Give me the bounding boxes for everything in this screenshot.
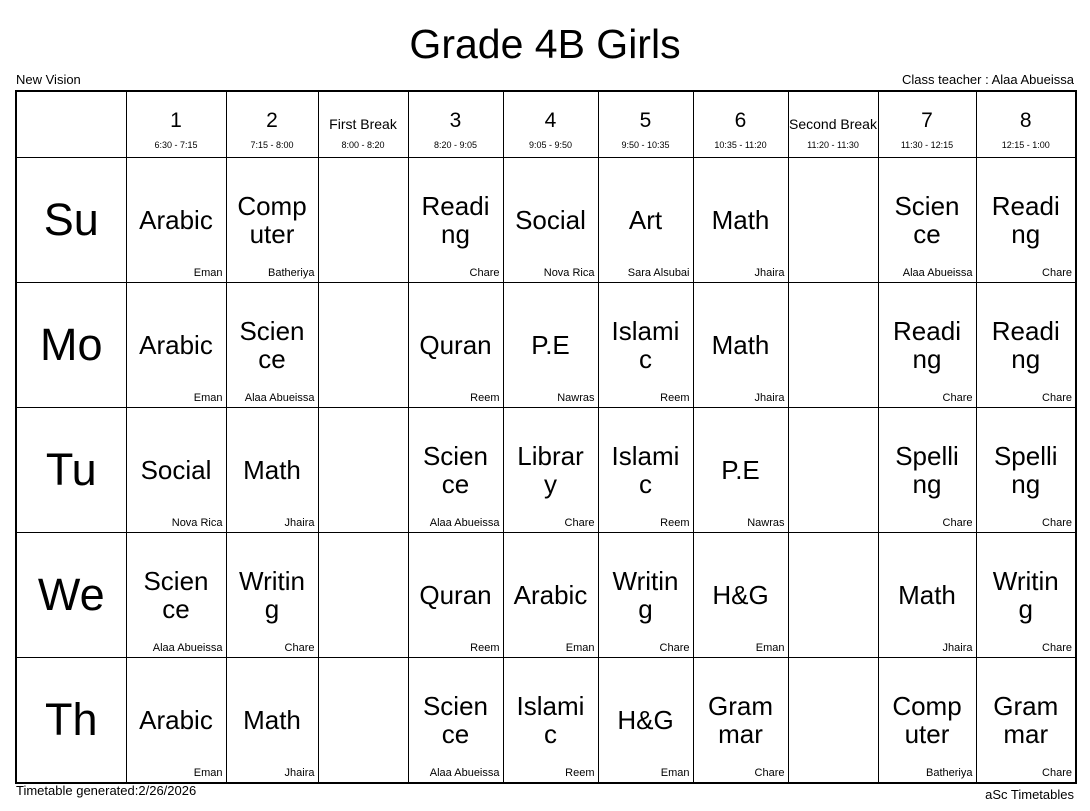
subject-name: Writing — [992, 566, 1059, 624]
subject-name: Math — [243, 455, 301, 485]
subject-name: Arabic — [139, 330, 213, 360]
period-time: 11:20 - 11:30 — [807, 140, 859, 150]
period-time: 10:35 - 11:20 — [714, 140, 767, 150]
timetable-head — [16, 91, 1076, 158]
day-label: Su — [16, 158, 126, 283]
lesson-cell — [503, 408, 598, 533]
lesson-cell — [976, 658, 1076, 783]
subject-name: Science — [422, 441, 489, 499]
lesson-cell — [976, 283, 1076, 408]
subject-name: Arabic — [139, 704, 213, 735]
header-row — [16, 91, 1076, 158]
subject-name: Math — [898, 580, 956, 610]
day-label: Th — [16, 658, 126, 783]
lesson-cell — [408, 408, 503, 533]
lesson-cell — [878, 283, 976, 408]
teacher-name: Eman — [193, 766, 223, 779]
teacher-name: Batheriya — [926, 766, 973, 779]
subject-name: Islamic — [611, 441, 680, 499]
teacher-name: Eman — [660, 766, 690, 779]
subject-name: Reading — [991, 191, 1060, 249]
teacher-name: Alaa Abueissa — [152, 642, 223, 654]
teacher-name: Jhaira — [284, 766, 315, 779]
lesson-cell — [126, 658, 226, 783]
period-header-3 — [408, 91, 503, 158]
subject-name: Science — [143, 566, 209, 624]
subject-name: Arabic — [513, 580, 588, 610]
period-header-8 — [976, 91, 1076, 158]
period-time: 11:30 - 12:15 — [900, 140, 954, 150]
lesson-cell — [226, 158, 318, 283]
day-label: We — [16, 533, 126, 658]
subject-name: Spelling — [993, 441, 1058, 499]
school-name: New Vision — [16, 72, 81, 87]
period-header-7 — [878, 91, 976, 158]
teacher-name: Nawras — [557, 392, 595, 404]
day-row-th — [16, 658, 1076, 783]
period-number: 7 — [921, 109, 933, 132]
period-header-4 — [503, 91, 598, 158]
subject-name: H&G — [617, 704, 674, 735]
teacher-name: Chare — [564, 517, 595, 529]
subject-name: Islamic — [611, 316, 680, 374]
subject-name: Library — [517, 441, 584, 499]
subject-name: Spelling — [895, 441, 959, 499]
lesson-cell — [878, 408, 976, 533]
subject-name: Reading — [893, 316, 961, 374]
period-header-5 — [598, 91, 693, 158]
day-label: Tu — [16, 408, 126, 533]
period-number: 1 — [170, 109, 182, 132]
teacher-name: Chare — [754, 766, 785, 779]
lesson-cell — [408, 658, 503, 783]
lesson-cell — [878, 158, 976, 283]
break-header-first-break — [318, 91, 408, 158]
lesson-cell — [598, 658, 693, 783]
period-time: 9:05 - 9:50 — [528, 140, 573, 150]
day-row-tu — [16, 408, 1076, 533]
teacher-name: Nawras — [747, 517, 785, 529]
lesson-cell — [976, 533, 1076, 658]
page-title: Grade 4B Girls — [409, 21, 681, 67]
lesson-cell — [693, 658, 788, 783]
teacher-name: Nova Rica — [543, 267, 595, 279]
subject-name: Arabic — [139, 205, 213, 235]
lesson-cell — [503, 658, 598, 783]
teacher-name: Chare — [284, 642, 315, 654]
lesson-cell — [126, 533, 226, 658]
break-cell — [788, 283, 878, 408]
subject-name: Quran — [419, 580, 492, 610]
class-teacher-note: Class teacher : Alaa Abueissa — [902, 72, 1074, 87]
period-time: 7:15 - 8:00 — [250, 140, 294, 150]
lesson-cell — [693, 158, 788, 283]
corner-cell — [16, 91, 126, 158]
subject-name: Math — [243, 704, 301, 735]
lesson-cell — [503, 283, 598, 408]
lesson-cell — [878, 658, 976, 783]
subject-name: Grammar — [708, 690, 773, 749]
teacher-name: Nova Rica — [171, 517, 223, 529]
teacher-name: Reem — [660, 392, 690, 404]
break-cell — [318, 158, 408, 283]
teacher-name: Chare — [659, 642, 690, 654]
lesson-cell — [408, 283, 503, 408]
teacher-name: Alaa Abueissa — [244, 392, 315, 404]
day-row-su — [16, 158, 1076, 283]
break-name: First Break — [329, 116, 397, 132]
teacher-name: Jhaira — [754, 392, 785, 404]
lesson-cell — [126, 283, 226, 408]
break-cell — [788, 658, 878, 783]
day-row-mo — [16, 283, 1076, 408]
day-row-we — [16, 533, 1076, 658]
break-cell — [788, 533, 878, 658]
subject-name: Science — [422, 690, 489, 749]
period-time: 6:30 - 7:15 — [154, 140, 198, 150]
period-time: 8:20 - 9:05 — [433, 140, 478, 150]
period-time: 12:15 - 1:00 — [1001, 140, 1050, 150]
teacher-name: Chare — [942, 392, 973, 404]
lesson-cell — [693, 283, 788, 408]
day-label: Mo — [16, 283, 126, 408]
subject-name: H&G — [712, 580, 769, 610]
teacher-name: Alaa Abueissa — [429, 766, 500, 779]
teacher-name: Chare — [1042, 517, 1072, 529]
lesson-cell — [226, 283, 318, 408]
lesson-cell — [226, 533, 318, 658]
lesson-cell — [503, 533, 598, 658]
subject-name: Writing — [612, 566, 679, 624]
teacher-name: Reem — [470, 642, 500, 654]
teacher-name: Batheriya — [268, 267, 315, 279]
teacher-name: Chare — [1042, 642, 1072, 654]
break-cell — [318, 533, 408, 658]
timetable-body — [16, 158, 1076, 783]
subject-name: Islamic — [516, 690, 585, 749]
break-name: Second Break — [789, 116, 877, 132]
subject-name: Social — [515, 205, 586, 235]
period-header-2 — [226, 91, 318, 158]
break-cell — [788, 408, 878, 533]
teacher-name: Chare — [942, 517, 973, 529]
teacher-name: Alaa Abueissa — [902, 267, 973, 279]
subject-name: Social — [140, 455, 212, 485]
teacher-name: Jhaira — [942, 642, 973, 654]
lesson-cell — [126, 158, 226, 283]
period-number: 6 — [734, 109, 747, 132]
lesson-cell — [226, 658, 318, 783]
break-cell — [318, 408, 408, 533]
lesson-cell — [598, 408, 693, 533]
subject-name: Computer — [237, 191, 307, 249]
teacher-name: Eman — [193, 392, 223, 404]
period-number: 3 — [449, 109, 462, 132]
lesson-cell — [126, 408, 226, 533]
lesson-cell — [976, 408, 1076, 533]
lesson-cell — [598, 533, 693, 658]
lesson-cell — [226, 408, 318, 533]
break-cell — [318, 283, 408, 408]
subject-name: Grammar — [993, 690, 1059, 749]
teacher-name: Sara Alsubai — [627, 267, 690, 279]
subject-name: Math — [711, 205, 770, 235]
teacher-name: Reem — [470, 392, 500, 404]
break-header-second-break — [788, 91, 878, 158]
break-cell — [318, 658, 408, 783]
period-number: 2 — [266, 109, 278, 132]
teacher-name: Reem — [565, 766, 595, 779]
subject-name: Reading — [421, 191, 490, 249]
teacher-name: Chare — [1042, 267, 1072, 279]
period-time: 9:50 - 10:35 — [621, 140, 670, 150]
teacher-name: Chare — [469, 267, 500, 279]
teacher-name: Jhaira — [754, 267, 785, 279]
lesson-cell — [976, 158, 1076, 283]
subject-name: Art — [628, 205, 663, 235]
period-time: 8:00 - 8:20 — [341, 140, 385, 150]
subject-name: P.E — [531, 330, 570, 360]
teacher-name: Eman — [565, 642, 595, 654]
period-number: 8 — [1019, 109, 1032, 132]
subject-name: Quran — [419, 330, 492, 360]
subject-name: Writing — [239, 566, 305, 624]
period-number: 4 — [544, 109, 557, 132]
teacher-name: Reem — [660, 517, 690, 529]
generated-date: Timetable generated:2/26/2026 — [16, 783, 197, 798]
lesson-cell — [878, 533, 976, 658]
subject-name: Reading — [991, 316, 1060, 374]
teacher-name: Alaa Abueissa — [429, 517, 500, 529]
lesson-cell — [693, 533, 788, 658]
lesson-cell — [598, 283, 693, 408]
teacher-name: Chare — [1042, 392, 1072, 404]
subject-name: Science — [239, 316, 305, 374]
break-cell — [788, 158, 878, 283]
period-number: 5 — [639, 109, 652, 132]
lesson-cell — [503, 158, 598, 283]
teacher-name: Jhaira — [284, 517, 315, 529]
lesson-cell — [408, 533, 503, 658]
period-header-1 — [126, 91, 226, 158]
subject-name: Math — [711, 330, 770, 360]
teacher-name: Eman — [755, 642, 785, 654]
lesson-cell — [693, 408, 788, 533]
subject-name: Science — [894, 191, 960, 249]
subject-name: Computer — [892, 690, 962, 749]
lesson-cell — [598, 158, 693, 283]
timetable — [15, 90, 1077, 784]
lesson-cell — [408, 158, 503, 283]
asc-timetables-brand: aSc Timetables — [985, 787, 1074, 802]
teacher-name: Eman — [193, 267, 223, 279]
teacher-name: Chare — [1042, 766, 1072, 779]
subject-name: P.E — [721, 455, 760, 485]
period-header-6 — [693, 91, 788, 158]
